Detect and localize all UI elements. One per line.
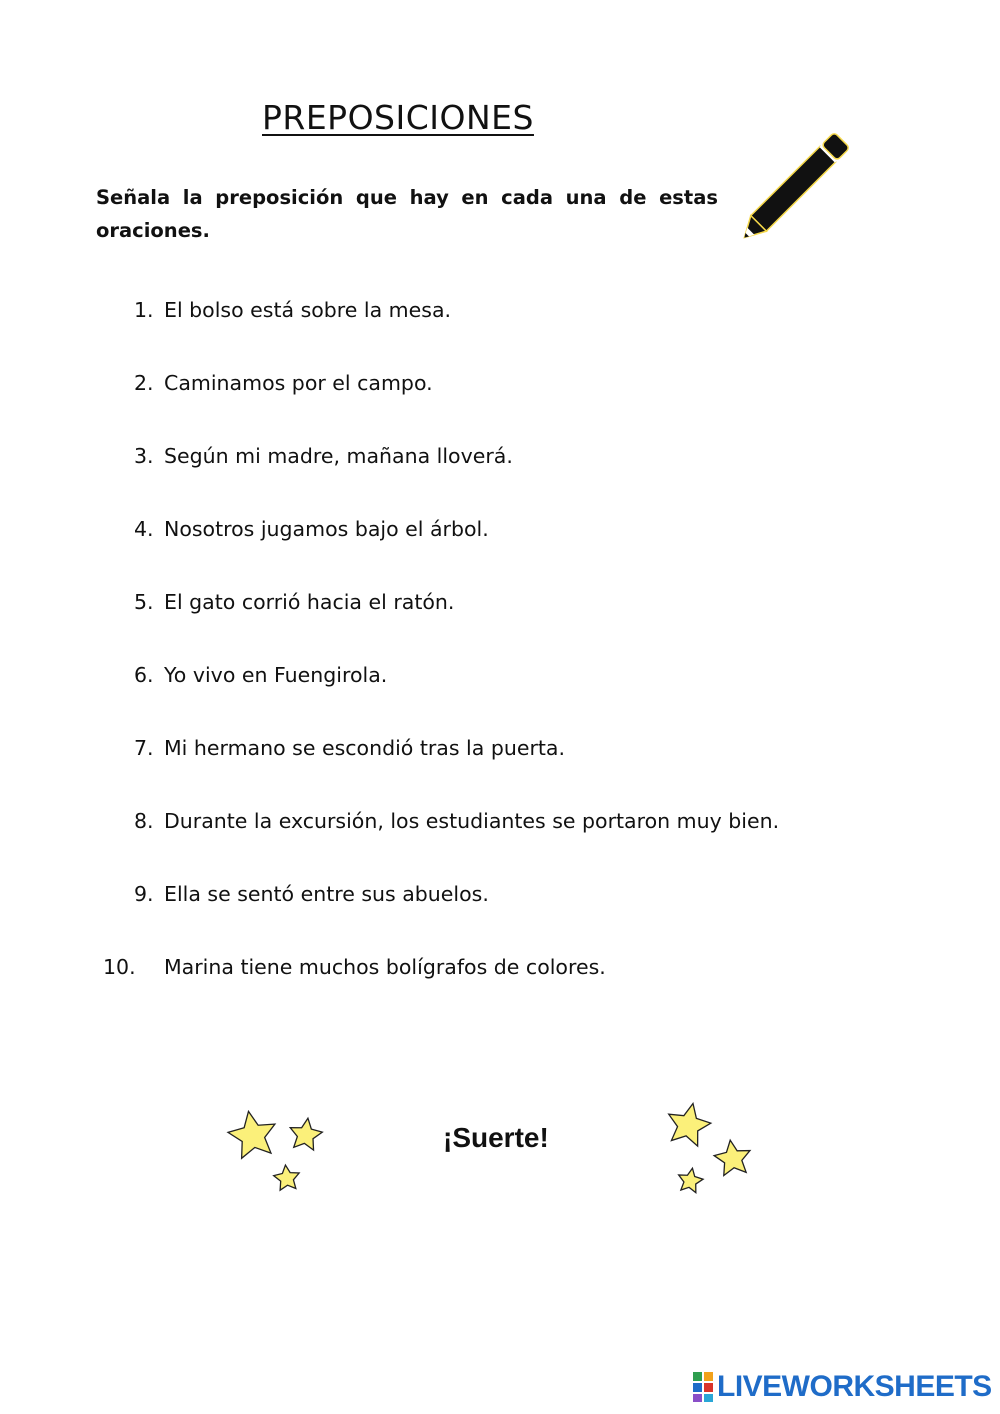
item-text: Caminamos por el campo. xyxy=(164,371,433,395)
stars-right xyxy=(662,1100,758,1204)
brand-name: LIVEWORKSHEETS xyxy=(717,1370,992,1403)
item-text: Durante la excursión, los estudiantes se portaron muy bien. xyxy=(164,809,780,833)
item-text: Yo vivo en Fuengirola. xyxy=(164,663,388,687)
liveworksheets-logo-icon xyxy=(693,1372,713,1402)
pencil-icon xyxy=(738,118,864,244)
item-text: Según mi madre, mañana lloverá. xyxy=(164,444,513,468)
item-text: El gato corrió hacia el ratón. xyxy=(164,590,455,614)
star-icon xyxy=(288,1116,324,1151)
star-icon xyxy=(273,1164,301,1191)
item-number: 9. xyxy=(134,882,154,906)
item-text: El bolso está sobre la mesa. xyxy=(164,298,452,322)
item-number: 7. xyxy=(134,736,154,760)
item-number: 3. xyxy=(134,444,154,468)
star-icon xyxy=(676,1166,705,1193)
star-icon xyxy=(663,1100,714,1148)
brand-footer xyxy=(693,1372,992,1402)
item-number: 10. xyxy=(103,955,136,979)
item-text: Ella se sentó entre sus abuelos. xyxy=(164,882,489,906)
item-number: 2. xyxy=(134,371,154,395)
page-title: PREPOSICIONES xyxy=(262,98,534,137)
item-text: Mi hermano se escondió tras la puerta. xyxy=(164,736,565,760)
instructions: Señala la preposición que hay en cada una de estas oraciones. xyxy=(96,186,718,242)
star-icon xyxy=(712,1138,753,1177)
item-number: 4. xyxy=(134,517,154,541)
closing-message: ¡Suerte! xyxy=(443,1122,549,1153)
item-number: 1. xyxy=(134,298,154,322)
item-number: 5. xyxy=(134,590,154,614)
item-number: 6. xyxy=(134,663,154,687)
star-icon xyxy=(225,1108,280,1160)
stars-left xyxy=(224,1108,330,1202)
item-text: Nosotros jugamos bajo el árbol. xyxy=(164,517,489,541)
item-text: Marina tiene muchos bolígrafos de colores. xyxy=(164,955,606,979)
item-number: 8. xyxy=(134,809,154,833)
